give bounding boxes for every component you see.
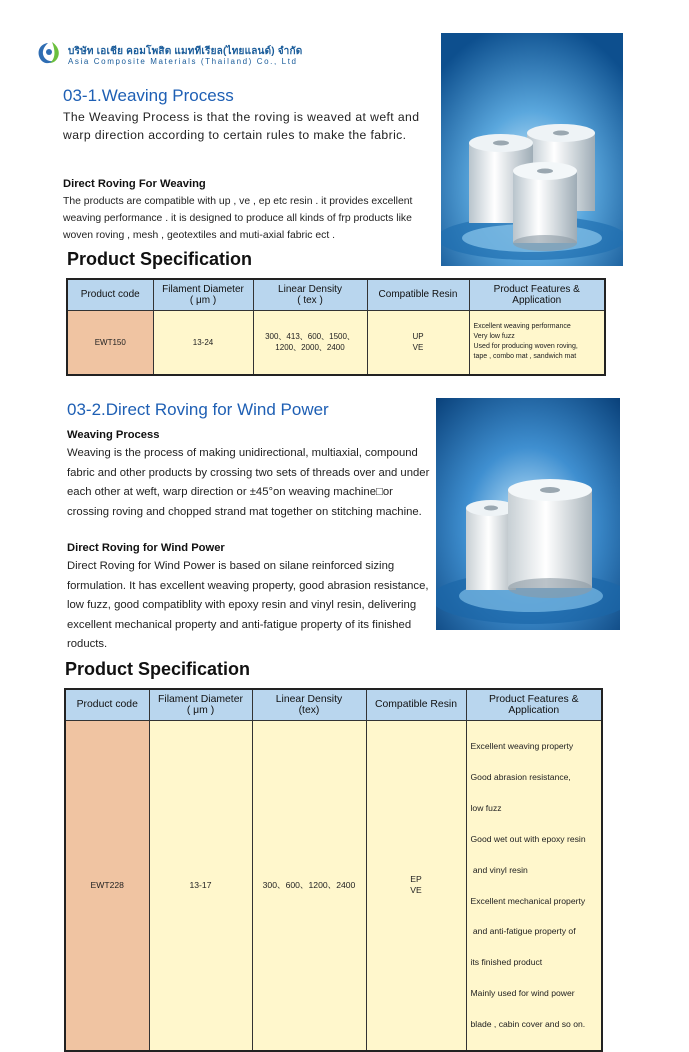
weaving-process-intro: The Weaving Process is that the roving is weaved at weft and warp direction according to certain rules to make the fabric. <box>63 110 420 142</box>
direct-roving-weaving-heading: Direct Roving For Weaving <box>63 178 206 190</box>
wind-power-heading: Direct Roving for Wind Power <box>67 542 225 554</box>
cell-product-code: EWT228 <box>65 720 149 1051</box>
header-product-code: Product code <box>65 689 149 720</box>
product-specification-title-2: Product Specification <box>65 659 251 679</box>
roving-spools-photo-1 <box>441 33 623 266</box>
cell-linear-density: 300、413、600、1500、 1200、2000、2400 <box>253 310 367 375</box>
header-compatible-resin: Compatible Resin <box>366 689 466 720</box>
header-filament-diameter: Filament Diameter ( μm ) <box>149 689 252 720</box>
weaving-process-heading: Weaving Process <box>67 429 160 441</box>
cell-product-code: EWT150 <box>67 310 153 375</box>
spec-table-2 <box>64 688 603 1052</box>
direct-roving-weaving-text: The products are compatible with up , ve , ep etc resin . it provides excellent weaving performance . it is designed to produce all kinds of frp products like woven roving , mesh , geotextiles and muti-axial fabric ect . <box>63 196 413 241</box>
table-row <box>67 310 605 375</box>
section-title-wind-power: 03-2.Direct Roving for Wind Power <box>67 400 329 419</box>
cell-linear-density: 300、600、1200、2400 <box>252 720 366 1051</box>
wind-power-text: Direct Roving for Wind Power is based on silane reinforced sizing formulation. It has excellent weaving property, good abrasion resistance, low fuzz, good compatiblity with epoxy resin and vinyl resin, delivering excellent mechanical property and anti-fatigue property of its finished roducts. <box>67 560 429 650</box>
header-filament-diameter: Filament Diameter ( μm ) <box>153 279 253 310</box>
header-linear-density: Linear Density ( tex ) <box>253 279 367 310</box>
header-product-features: Product Features & Application <box>469 279 605 310</box>
header-product-code: Product code <box>67 279 153 310</box>
company-name-english: Asia Composite Materials (Thailand) Co., Ltd <box>68 57 298 66</box>
cell-compatible-resin: UP VE <box>367 310 469 375</box>
section-title-weaving-process: 03-1.Weaving Process <box>63 86 234 105</box>
company-logo <box>34 40 64 66</box>
roving-spools-photo-2 <box>436 398 620 630</box>
weaving-process-text: Weaving is the process of making unidirectional, multiaxial, compound fabric and other products by crossing two sets of threads over and under each other at weft, warp direction or ±45°on weaving machine□or crossing roving and chopped strand mat together on stitching machine. <box>67 447 430 518</box>
spec-table-1-header-row <box>67 279 605 310</box>
cell-filament-diameter: 13-24 <box>153 310 253 375</box>
cell-product-features: Excellent weaving property Good abrasion resistance, low fuzz Good wet out with epoxy resin and vinyl resin Excellent mechanical property and anti-fatigue property of its finished product Mainly used for wind power blade , cabin cover and so on. <box>466 720 602 1051</box>
company-name-thai: บริษัท เอเชีย คอมโพสิต แมททีเรียล(ไทยแลนด์) จำกัด <box>68 46 303 57</box>
header-product-features: Product Features & Application <box>466 689 602 720</box>
spec-table-2-header-row <box>65 689 602 720</box>
product-specification-title-1: Product Specification <box>67 249 253 269</box>
header-linear-density: Linear Density (tex) <box>252 689 366 720</box>
spec-table-1 <box>66 278 606 376</box>
cell-compatible-resin: EP VE <box>366 720 466 1051</box>
table-row <box>65 720 602 1051</box>
cell-product-features: Excellent weaving performance Very low fuzz Used for producing woven roving, tape , combo mat , sandwich mat <box>469 310 605 375</box>
cell-filament-diameter: 13-17 <box>149 720 252 1051</box>
header-compatible-resin: Compatible Resin <box>367 279 469 310</box>
